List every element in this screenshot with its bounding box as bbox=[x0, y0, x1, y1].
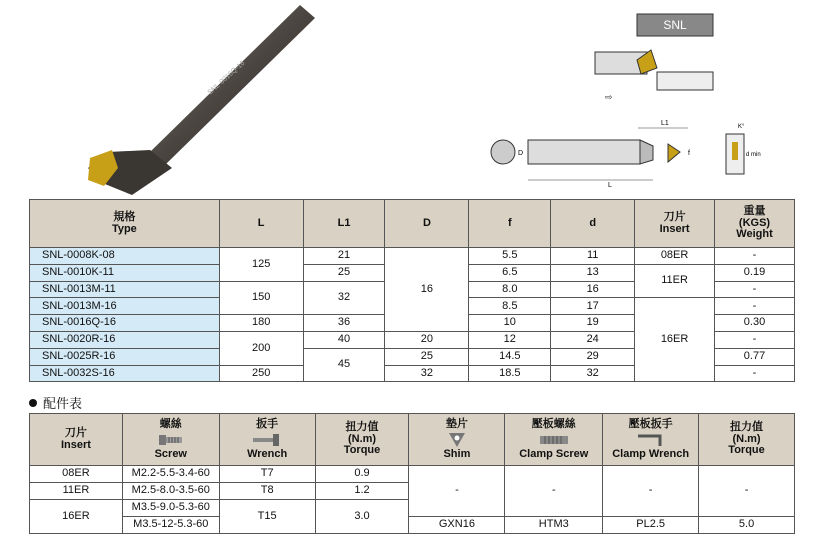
f-cell: 10 bbox=[469, 315, 551, 332]
weight-cell: - bbox=[715, 248, 795, 265]
header-d: d bbox=[551, 200, 635, 248]
L1-cell: 21 bbox=[303, 248, 385, 265]
accessories-title: 配件表 bbox=[43, 396, 83, 411]
acc-torque-cell: 3.0 bbox=[315, 500, 409, 534]
acc-torque2-cell: 5.0 bbox=[699, 517, 795, 534]
acc-torque-cell: 0.9 bbox=[315, 466, 409, 483]
acc-header-clamp-wrench: 壓板扳手 Clamp Wrench bbox=[603, 414, 699, 466]
acc-clamp-wrench-cell: PL2.5 bbox=[603, 517, 699, 534]
header-L1: L1 bbox=[303, 200, 385, 248]
acc-wrench-cell: T15 bbox=[219, 500, 315, 534]
type-cell: SNL-0013M-16 bbox=[30, 298, 220, 315]
weight-cell: 0.19 bbox=[715, 264, 795, 281]
weight-cell: 0.30 bbox=[715, 315, 795, 332]
f-cell: 14.5 bbox=[469, 348, 551, 365]
D-cell: 32 bbox=[385, 365, 469, 382]
acc-header-insert: 刀片 Insert bbox=[30, 414, 123, 466]
f-cell: 8.5 bbox=[469, 298, 551, 315]
d-cell: 19 bbox=[551, 315, 635, 332]
header-type: 規格 Type bbox=[30, 200, 220, 248]
L1-cell: 36 bbox=[303, 315, 385, 332]
acc-insert-cell: 11ER bbox=[30, 483, 123, 500]
weight-cell: - bbox=[715, 331, 795, 348]
weight-cell: - bbox=[715, 298, 795, 315]
type-cell: SNL-0008K-08 bbox=[30, 248, 220, 265]
acc-screw-cell: M2.5-8.0-3.5-60 bbox=[122, 483, 219, 500]
bullet-icon bbox=[29, 399, 37, 407]
acc-shim-cell: GXN16 bbox=[409, 517, 505, 534]
boring-bar-image bbox=[60, 0, 320, 200]
L1-cell: 45 bbox=[303, 348, 385, 382]
D-cell: 20 bbox=[385, 331, 469, 348]
dim-L: L bbox=[608, 182, 612, 189]
dim-L1: L1 bbox=[661, 120, 669, 127]
acc-torque2-dash: - bbox=[699, 466, 795, 517]
weight-cell: - bbox=[715, 281, 795, 298]
svg-text:⇨: ⇨ bbox=[605, 92, 613, 102]
type-cell: SNL-0032S-16 bbox=[30, 365, 220, 382]
acc-screw-cell: M3.5-9.0-5.3-60 bbox=[122, 500, 219, 517]
L-cell: 150 bbox=[219, 281, 303, 315]
f-cell: 6.5 bbox=[469, 264, 551, 281]
dim-D: D bbox=[518, 150, 524, 157]
d-cell: 24 bbox=[551, 331, 635, 348]
type-cell: SNL-0025R-16 bbox=[30, 348, 220, 365]
shim-icon bbox=[448, 432, 466, 448]
d-cell: 16 bbox=[551, 281, 635, 298]
d-cell: 29 bbox=[551, 348, 635, 365]
weight-cell: - bbox=[715, 365, 795, 382]
spec-table bbox=[29, 199, 795, 382]
f-cell: 12 bbox=[469, 331, 551, 348]
acc-header-clamp-screw: 壓板螺絲 Clamp Screw bbox=[505, 414, 603, 466]
acc-insert-cell: 16ER bbox=[30, 500, 123, 534]
header-weight: 重量 (KGS) Weight bbox=[715, 200, 795, 248]
acc-header-row bbox=[30, 414, 795, 466]
L-cell: 200 bbox=[219, 331, 303, 365]
acc-screw-cell: M3.5-12-5.3-60 bbox=[122, 517, 219, 534]
L1-cell: 40 bbox=[303, 331, 385, 348]
acc-header-wrench: 扳手 Wrench bbox=[219, 414, 315, 466]
acc-clamp-screw-dash: - bbox=[505, 466, 603, 517]
header-insert: 刀片 Insert bbox=[635, 200, 715, 248]
weight-cell: 0.77 bbox=[715, 348, 795, 365]
acc-insert-cell: 08ER bbox=[30, 466, 123, 483]
type-cell: SNL-0020R-16 bbox=[30, 331, 220, 348]
snl-label: SNL bbox=[663, 18, 687, 32]
L-cell: 180 bbox=[219, 315, 303, 332]
d-cell: 32 bbox=[551, 365, 635, 382]
clamp-screw-icon bbox=[539, 432, 569, 448]
accessories-heading bbox=[29, 393, 82, 412]
acc-clamp-wrench-dash: - bbox=[603, 466, 699, 517]
acc-clamp-screw-cell: HTM3 bbox=[505, 517, 603, 534]
d-cell: 13 bbox=[551, 264, 635, 281]
header-D: D bbox=[385, 200, 469, 248]
acc-wrench-cell: T7 bbox=[219, 466, 315, 483]
acc-header-torque2: 扭力值 (N.m) Torque bbox=[699, 414, 795, 466]
acc-header-torque: 扭力值 (N.m) Torque bbox=[315, 414, 409, 466]
f-cell: 18.5 bbox=[469, 365, 551, 382]
wrench-icon bbox=[252, 432, 282, 448]
snl-schematic-diagram bbox=[585, 12, 715, 107]
table-row bbox=[30, 517, 795, 534]
acc-screw-cell: M2.2-5.5-3.4-60 bbox=[122, 466, 219, 483]
acc-header-shim: 墊片 Shim bbox=[409, 414, 505, 466]
D-cell: 16 bbox=[385, 248, 469, 332]
table-row bbox=[30, 248, 795, 265]
D-cell: 25 bbox=[385, 348, 469, 365]
f-cell: 5.5 bbox=[469, 248, 551, 265]
acc-shim-dash: - bbox=[409, 466, 505, 517]
L-cell: 250 bbox=[219, 365, 303, 382]
acc-wrench-cell: T8 bbox=[219, 483, 315, 500]
dimension-drawing bbox=[488, 112, 818, 192]
type-cell: SNL-0013M-11 bbox=[30, 281, 220, 298]
accessories-table bbox=[29, 413, 795, 534]
hex-key-icon bbox=[636, 432, 666, 448]
acc-header-screw: 螺絲 Screw bbox=[122, 414, 219, 466]
dim-K: K° bbox=[738, 124, 745, 130]
insert-cell: 11ER bbox=[635, 264, 715, 298]
screw-icon bbox=[158, 432, 184, 448]
f-cell: 8.0 bbox=[469, 281, 551, 298]
type-cell: SNL-0016Q-16 bbox=[30, 315, 220, 332]
acc-torque-cell: 1.2 bbox=[315, 483, 409, 500]
svg-text:SNL-0016Q-16: SNL-0016Q-16 bbox=[206, 59, 247, 97]
header-L: L bbox=[219, 200, 303, 248]
d-cell: 11 bbox=[551, 248, 635, 265]
dim-f: f bbox=[688, 150, 690, 157]
insert-cell: 16ER bbox=[635, 298, 715, 382]
insert-cell: 08ER bbox=[635, 248, 715, 265]
spec-header-row bbox=[30, 200, 795, 248]
L1-cell: 25 bbox=[303, 264, 385, 281]
L1-cell: 32 bbox=[303, 281, 385, 315]
header-f: f bbox=[469, 200, 551, 248]
dim-d: d min bbox=[746, 152, 761, 158]
d-cell: 17 bbox=[551, 298, 635, 315]
type-cell: SNL-0010K-11 bbox=[30, 264, 220, 281]
L-cell: 125 bbox=[219, 248, 303, 282]
table-row bbox=[30, 466, 795, 483]
